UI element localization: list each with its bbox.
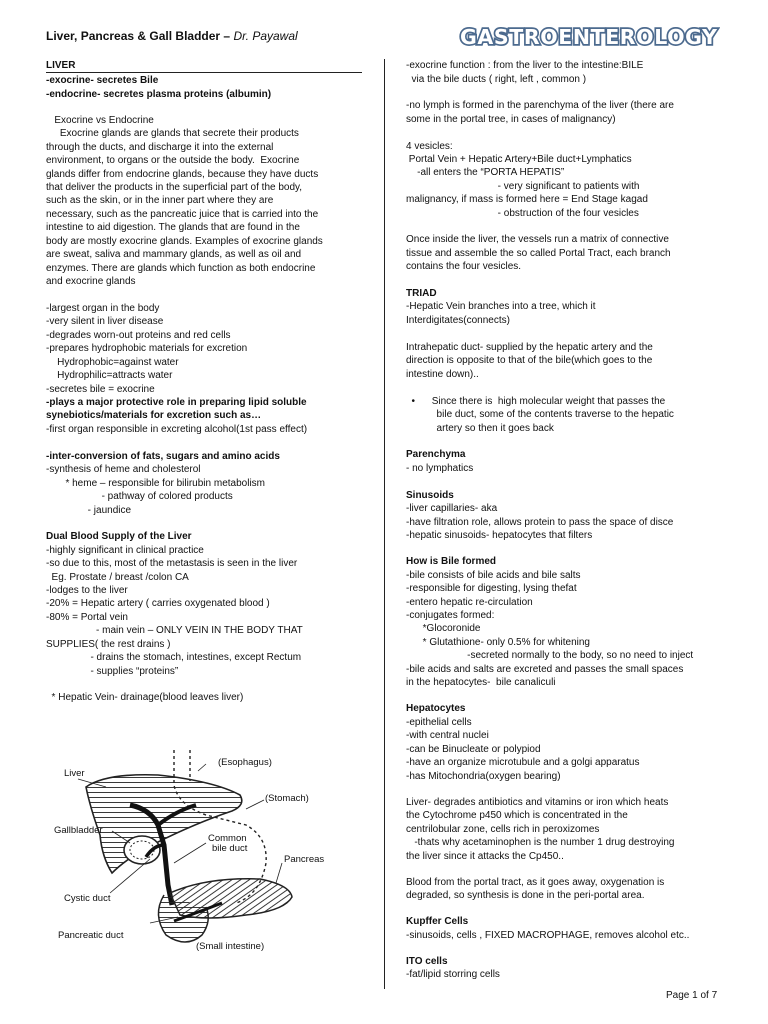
left-text-line: -80% = Portal vein bbox=[46, 612, 128, 623]
right-text-line: Portal Vein + Hepatic Artery+Bile duct+Lymphatics bbox=[406, 154, 632, 165]
right-text-line: -all enters the “PORTA HEPATIS” bbox=[406, 167, 565, 178]
left-text-line: * Hepatic Vein- drainage(blood leaves liver) bbox=[46, 692, 244, 703]
left-text-line: Hydrophilic=attracts water bbox=[46, 370, 173, 381]
right-text-line: some in the portal tree, in cases of malignancy) bbox=[406, 114, 616, 125]
left-text-line: Hydrophobic=against water bbox=[46, 357, 179, 368]
right-text-line: intestine down).. bbox=[406, 369, 479, 380]
left-text-line: through the ducts, and discharge it into the external bbox=[46, 142, 274, 153]
right-text-line: -thats why acetaminophen is the number 1 drug destroying bbox=[406, 837, 675, 848]
right-text-line: -can be Binucleate or polypiod bbox=[406, 744, 541, 755]
label-common-bile-duct-2: bile duct bbox=[212, 843, 248, 854]
right-text-line: - very significant to patients with bbox=[406, 181, 640, 192]
author-name: Dr. Payawal bbox=[233, 29, 298, 43]
left-text-line: and exocrine glands bbox=[46, 276, 136, 287]
label-pancreas: Pancreas bbox=[284, 854, 325, 865]
right-text-line: -exocrine function : from the liver to the intestine:BILE bbox=[406, 60, 644, 71]
right-text-line: bile duct, some of the contents traverse to the hepatic bbox=[406, 409, 674, 420]
right-text-line: Sinusoids bbox=[406, 490, 454, 501]
liver-anatomy-diagram bbox=[46, 745, 366, 960]
right-text-line: • Since there is high molecular weight that passes the bbox=[406, 396, 666, 407]
left-text-line: that deliver the products in the superficial part of the body, bbox=[46, 182, 303, 193]
title-text: Liver, Pancreas & Gall Bladder bbox=[46, 29, 221, 43]
right-text-line: tissue and assemble the so called Portal Tract, each branch bbox=[406, 248, 671, 259]
left-text-line: -secretes bile = exocrine bbox=[46, 384, 155, 395]
left-text-line: Dual Blood Supply of the Liver bbox=[46, 531, 192, 542]
brand-text: GASTROENTEROLOGY bbox=[460, 25, 718, 49]
right-text-line: - obstruction of the four vesicles bbox=[406, 208, 639, 219]
left-text-line: * heme – responsible for bilirubin metabolism bbox=[46, 478, 265, 489]
right-text-line: the liver since it attacks the Cp450.. bbox=[406, 851, 564, 862]
right-text-line: -sinusoids, cells , FIXED MACROPHAGE, removes alcohol etc.. bbox=[406, 930, 690, 941]
gastroenterology-logo bbox=[458, 21, 720, 51]
left-text-line: environment, to organs or the outside the body. Exocrine bbox=[46, 155, 300, 166]
right-text-line: Kupffer Cells bbox=[406, 916, 469, 927]
right-text-line: artery so then it goes back bbox=[406, 423, 554, 434]
right-text-line: -responsible for digesting, lysing thefat bbox=[406, 583, 577, 594]
right-text-line: -fat/lipid storring cells bbox=[406, 969, 500, 980]
label-liver: Liver bbox=[64, 768, 85, 779]
left-text-line: -first organ responsible in excreting alcohol(1st pass effect) bbox=[46, 424, 308, 435]
left-text-line: -exocrine- secretes Bile bbox=[46, 75, 159, 86]
right-text-line: -no lymph is formed in the parenchyma of the liver (there are bbox=[406, 100, 674, 111]
right-text-line: -Hepatic Vein branches into a tree, which it bbox=[406, 301, 596, 312]
right-text-line: -bile consists of bile acids and bile salts bbox=[406, 570, 581, 581]
right-text-line: -conjugates formed: bbox=[406, 610, 495, 621]
right-text-line: centrilobular zone, cells rich in peroxizomes bbox=[406, 824, 600, 835]
right-text-line: -epithelial cells bbox=[406, 717, 472, 728]
right-text-line: Hepatocytes bbox=[406, 703, 466, 714]
label-common-bile-duct: Common bbox=[208, 833, 247, 844]
right-text-line: -bile acids and salts are excreted and passes the small spaces bbox=[406, 664, 684, 675]
left-text-line: -inter-conversion of fats, sugars and amino acids bbox=[46, 451, 280, 462]
left-text-line: intestine to aid digestion. The glands that are found in the bbox=[46, 222, 300, 233]
left-text-line: SUPPLIES( the rest drains ) bbox=[46, 639, 171, 650]
left-text-line: -very silent in liver disease bbox=[46, 316, 164, 327]
right-text-line: -has Mitochondria(oxygen bearing) bbox=[406, 771, 561, 782]
right-text-line: degraded, so synthesis is done in the peri-portal area. bbox=[406, 890, 645, 901]
right-text-line: TRIAD bbox=[406, 288, 437, 299]
right-text-line: Once inside the liver, the vessels run a matrix of connective bbox=[406, 234, 669, 245]
left-text-line: - jaundice bbox=[46, 505, 132, 516]
right-text-line: the Cytochrome p450 which is concentrated in the bbox=[406, 810, 628, 821]
left-text-line: -synthesis of heme and cholesterol bbox=[46, 464, 201, 475]
right-text-line: How is Bile formed bbox=[406, 556, 497, 567]
left-text-line: - main vein – ONLY VEIN IN THE BODY THAT bbox=[46, 625, 303, 636]
left-text-line: -20% = Hepatic artery ( carries oxygenated blood ) bbox=[46, 598, 270, 609]
left-text-line: body are mostly exocrine glands. Examples of exocrine glands bbox=[46, 236, 323, 247]
left-text-line: LIVER bbox=[46, 60, 76, 71]
liver-heading-rule bbox=[46, 72, 362, 73]
right-text-line: -liver capillaries- aka bbox=[406, 503, 498, 514]
right-text-line: Interdigitates(connects) bbox=[406, 315, 510, 326]
right-text-line: Liver- degrades antibiotics and vitamins or iron which heats bbox=[406, 797, 669, 808]
left-text-line: -endocrine- secretes plasma proteins (albumin) bbox=[46, 89, 272, 100]
left-text-line: - supplies “proteins” bbox=[46, 666, 179, 677]
left-text-line: necessary, such as the pancreatic juice that is carried into the bbox=[46, 209, 319, 220]
right-text-line: direction is opposite to that of the bile(which goes to the bbox=[406, 355, 653, 366]
right-text-line: contains the four vesicles. bbox=[406, 261, 522, 272]
left-text-line: -largest organ in the body bbox=[46, 303, 160, 314]
left-text-line: -prepares hydrophobic materials for excretion bbox=[46, 343, 248, 354]
right-text-line: Blood from the portal tract, as it goes away, oxygenation is bbox=[406, 877, 665, 888]
right-text-line: via the bile ducts ( right, left , common ) bbox=[406, 74, 587, 85]
label-gallbladder: Gallbladder bbox=[54, 825, 103, 836]
right-text-line: -with central nuclei bbox=[406, 730, 489, 741]
label-cystic-duct: Cystic duct bbox=[64, 893, 111, 904]
page-number: Page 1 of 7 bbox=[666, 990, 718, 1001]
left-text-line: - pathway of colored products bbox=[46, 491, 233, 502]
right-text-line: ITO cells bbox=[406, 956, 448, 967]
left-text-line: -plays a major protective role in preparing lipid soluble bbox=[46, 397, 307, 408]
left-text-line: -lodges to the liver bbox=[46, 585, 128, 596]
document-title bbox=[46, 29, 298, 43]
right-text-line: -secreted normally to the body, so no need to inject bbox=[406, 650, 694, 661]
left-text-line: - drains the stomach, intestines, except Rectum bbox=[46, 652, 302, 663]
left-text-line: such as the skin, or in the inner part where they are bbox=[46, 195, 274, 206]
right-text-line: Parenchyma bbox=[406, 449, 466, 460]
label-stomach: (Stomach) bbox=[265, 793, 309, 804]
left-text-line: -degrades worn-out proteins and red cells bbox=[46, 330, 231, 341]
left-text-line: enzymes. There are glands which function as both endocrine bbox=[46, 263, 316, 274]
label-esophagus: (Esophagus) bbox=[218, 757, 272, 768]
right-text-line: *Glocoronide bbox=[406, 623, 481, 634]
left-text-line: -so due to this, most of the metastasis is seen in the liver bbox=[46, 558, 298, 569]
left-text-line: Exocrine glands are glands that secrete their products bbox=[46, 128, 299, 139]
label-pancreatic-duct: Pancreatic duct bbox=[58, 930, 124, 941]
title-separator: – bbox=[220, 29, 234, 43]
right-text-line: -have an organize microtubule and a golgi apparatus bbox=[406, 757, 640, 768]
right-text-line: 4 vesicles: bbox=[406, 141, 453, 152]
left-text-line: Eg. Prostate / breast /colon CA bbox=[46, 572, 189, 583]
left-text-line: are sweat, saliva and mammary glands, as well as oil and bbox=[46, 249, 302, 260]
left-text-line: synebiotics/materials for excretion such as… bbox=[46, 410, 262, 421]
column-divider bbox=[384, 59, 385, 989]
right-text-line: - no lymphatics bbox=[406, 463, 474, 474]
right-text-line: Intrahepatic duct- supplied by the hepatic artery and the bbox=[406, 342, 653, 353]
label-small-intestine: (Small intestine) bbox=[196, 941, 265, 952]
right-text-line: malignancy, if mass is formed here = End Stage kagad bbox=[406, 194, 648, 205]
left-text-line: -highly significant in clinical practice bbox=[46, 545, 204, 556]
right-text-line: in the hepatocytes- bile canaliculi bbox=[406, 677, 556, 688]
right-text-line: * Glutathione- only 0.5% for whitening bbox=[406, 637, 590, 648]
right-text-line: -hepatic sinusoids- hepatocytes that filters bbox=[406, 530, 593, 541]
right-text-line: -have filtration role, allows protein to pass the space of disce bbox=[406, 517, 674, 528]
right-text-line: -entero hepatic re-circulation bbox=[406, 597, 533, 608]
left-text-line: glands differ from endocrine glands, because they have ducts bbox=[46, 169, 319, 180]
left-text-line: Exocrine vs Endocrine bbox=[46, 115, 154, 126]
